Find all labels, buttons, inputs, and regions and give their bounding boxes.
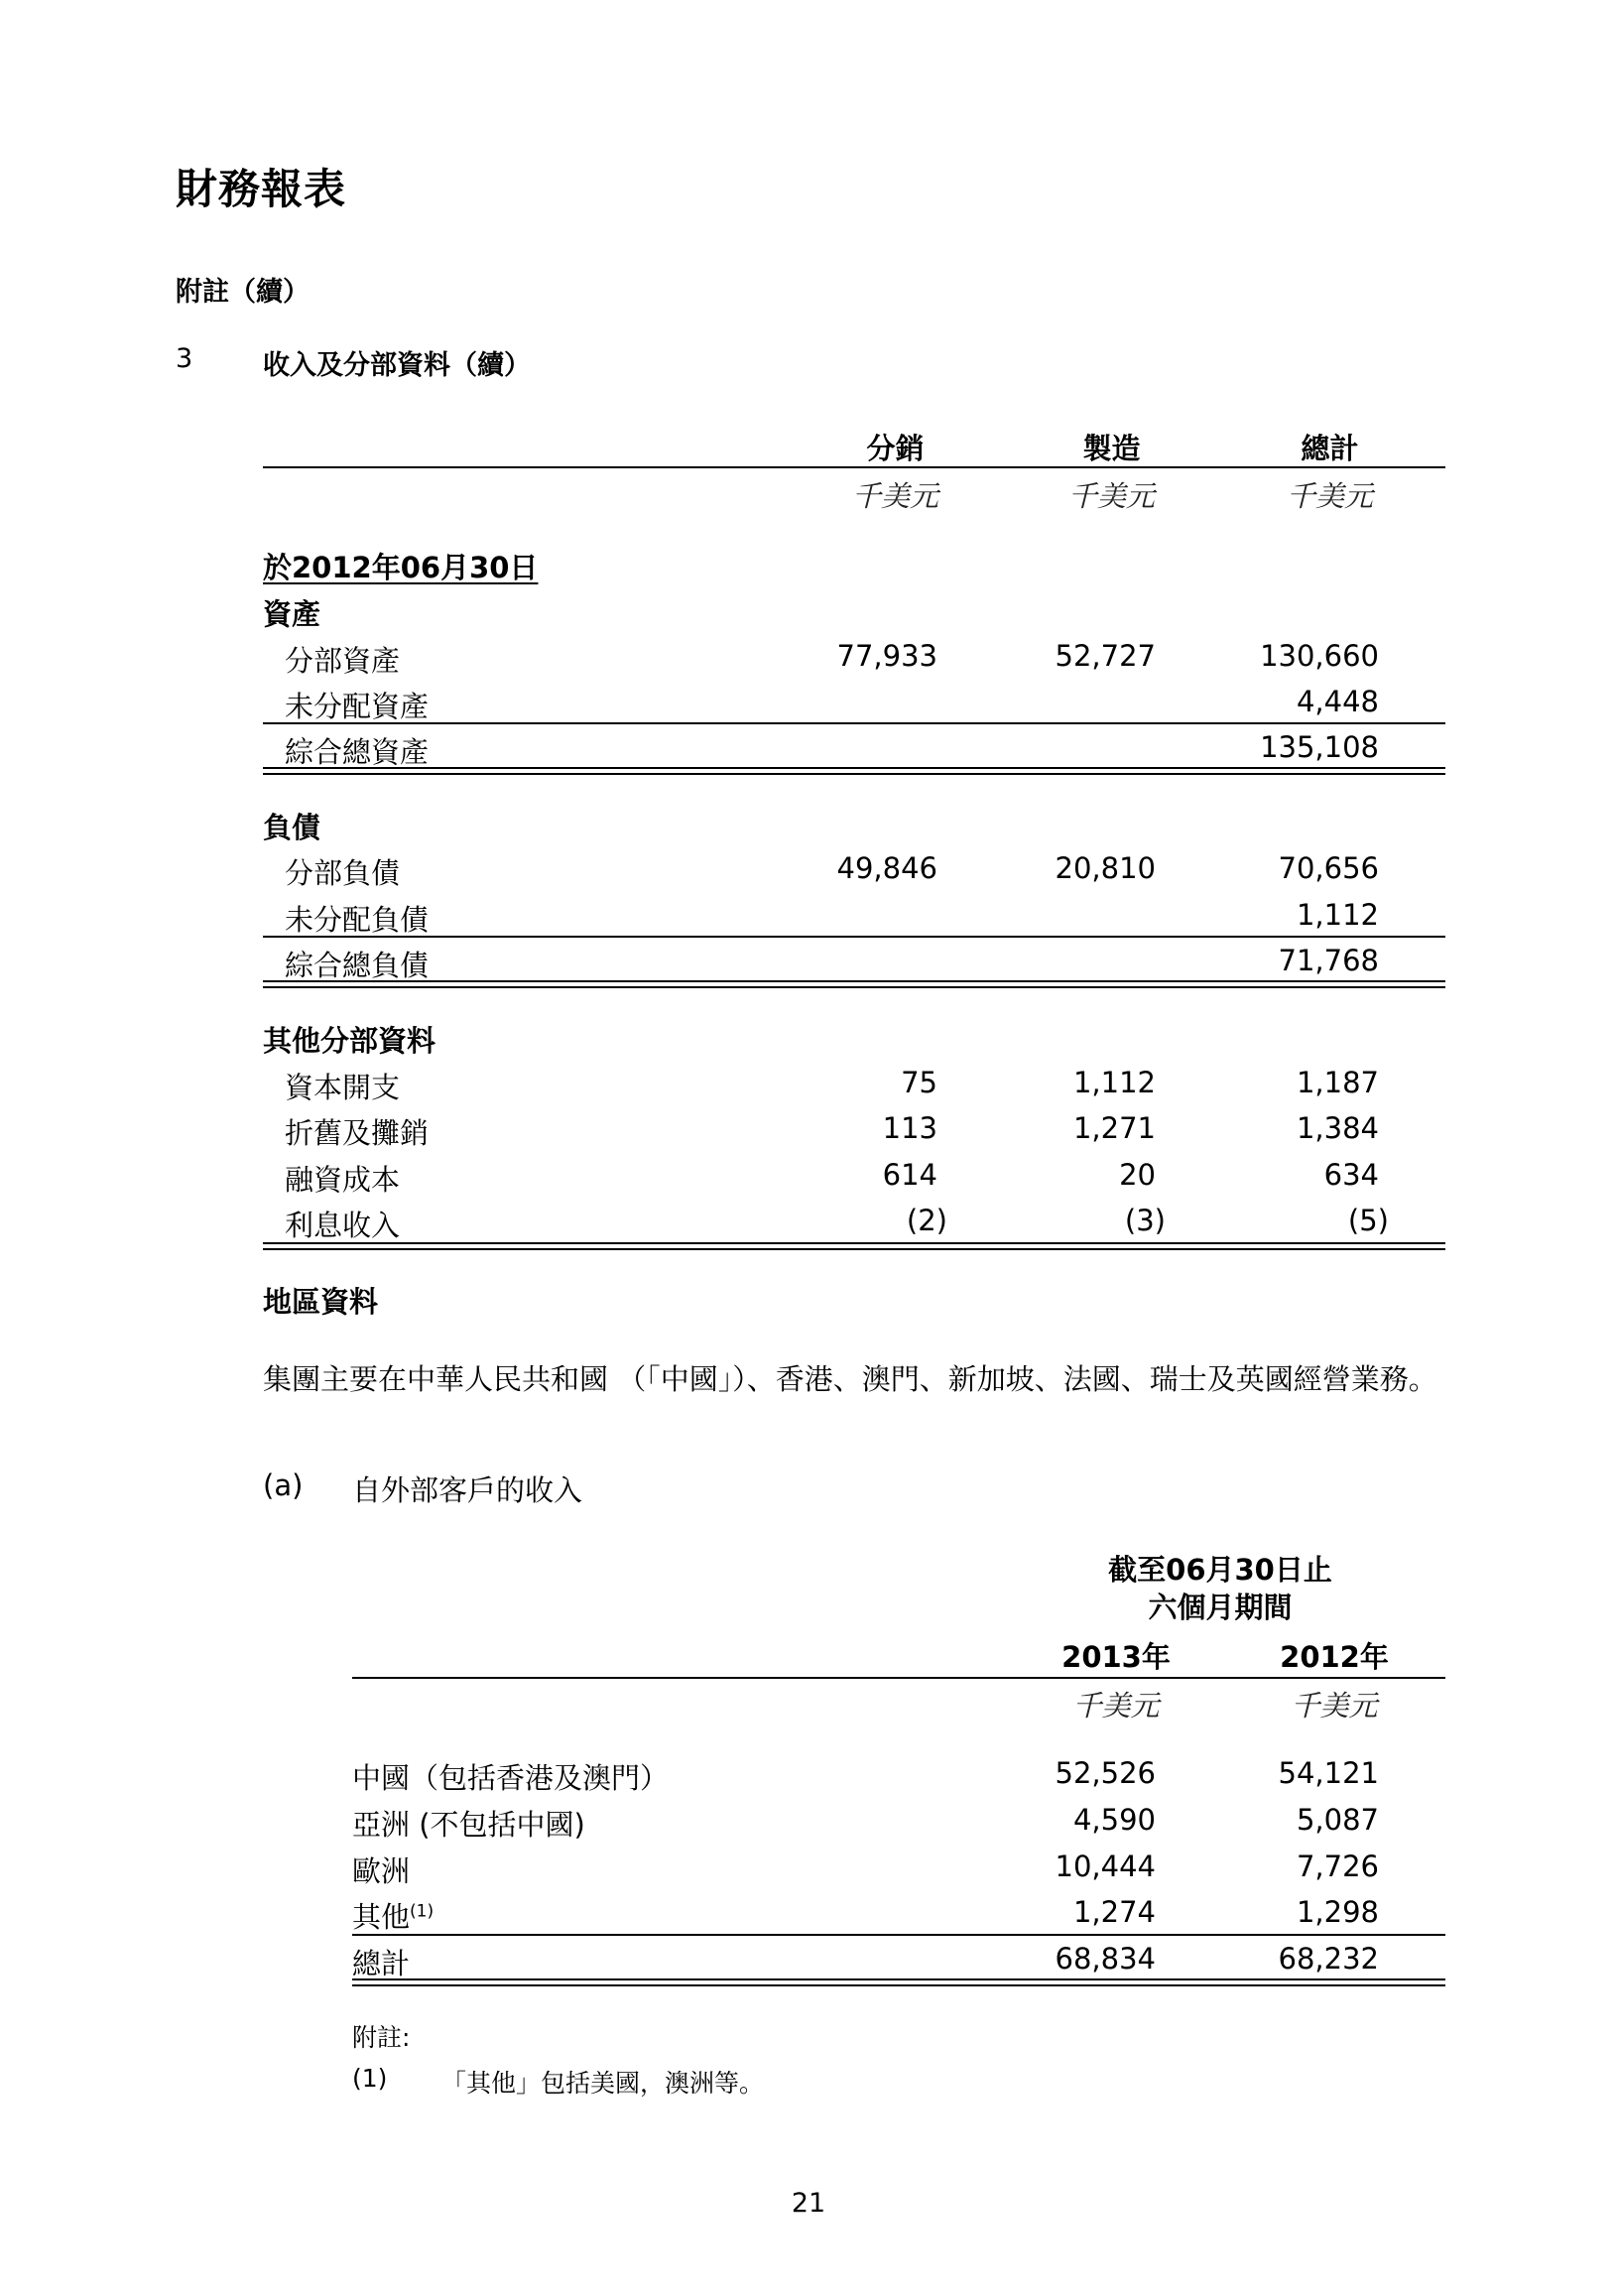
geo-paragraph: 集團主要在中華人民共和國 （「中國」）、香港、澳門、新加坡、法國、瑞士及英國經營業務。 <box>263 1362 1437 1396</box>
year-header-2013: 2013年 <box>1061 1640 1171 1674</box>
period-line-2: 六個月期間 <box>1148 1591 1293 1624</box>
assets-subtotal-rule <box>263 722 1445 724</box>
liabilities-double-rule <box>263 980 1445 988</box>
geo-value-europe-2013: 10,444 <box>1055 1850 1156 1883</box>
value-segment-assets-distribution: 77,933 <box>836 639 937 673</box>
geo-value-other-2013: 1,274 <box>1072 1895 1156 1929</box>
row-label-total-assets: 綜合總資產 <box>285 735 430 769</box>
footnote-heading: 附註: <box>352 2023 411 2052</box>
period-line-1: 截至06月30日止 <box>1108 1553 1332 1587</box>
row-label-unallocated-liabilities: 未分配負債 <box>285 903 430 937</box>
value-depreciation-distribution: 113 <box>882 1111 937 1145</box>
unit-total: 千美元 <box>1286 479 1373 513</box>
year-header-2012: 2012年 <box>1280 1640 1389 1674</box>
geo-value-total-2012: 68,232 <box>1278 1942 1379 1976</box>
geo-value-china-2012: 54,121 <box>1278 1756 1379 1790</box>
assets-double-rule <box>263 767 1445 775</box>
row-label-capex: 資本開支 <box>285 1071 401 1104</box>
geo-value-asia-2012: 5,087 <box>1296 1803 1379 1837</box>
section-number: 3 <box>176 343 193 374</box>
value-segment-assets-total: 130,660 <box>1260 639 1379 673</box>
value-finance-costs-distribution: 614 <box>882 1158 937 1192</box>
value-depreciation-manufacturing: 1,271 <box>1072 1111 1156 1145</box>
row-label-segment-liabilities: 分部負債 <box>285 856 401 890</box>
other-double-rule <box>263 1242 1445 1250</box>
value-interest-income-distribution: (2) <box>906 1204 947 1237</box>
geo-sub-label: (a) <box>263 1468 304 1502</box>
value-interest-income-total: (5) <box>1347 1204 1389 1237</box>
geo-value-asia-2013: 4,590 <box>1072 1803 1156 1837</box>
value-segment-liabilities-manufacturing: 20,810 <box>1055 851 1156 885</box>
assets-heading: 資產 <box>263 597 321 631</box>
header-rule <box>263 466 1445 468</box>
col-header-distribution: 分銷 <box>866 432 925 465</box>
geo-subtotal-rule <box>352 1934 1445 1936</box>
liabilities-heading: 負債 <box>263 811 321 844</box>
value-unallocated-assets-total: 4,448 <box>1296 685 1379 718</box>
geo-unit-2013: 千美元 <box>1072 1689 1160 1722</box>
liabilities-subtotal-rule <box>263 936 1445 938</box>
value-total-liabilities: 71,768 <box>1278 944 1379 977</box>
geo-value-other-2012: 1,298 <box>1296 1895 1379 1929</box>
value-segment-liabilities-distribution: 49,846 <box>836 851 937 885</box>
row-label-total-liabilities: 綜合總負債 <box>285 949 430 982</box>
geo-row-other <box>352 1895 434 1936</box>
value-finance-costs-total: 634 <box>1323 1158 1379 1192</box>
page-number: 21 <box>791 2188 826 2219</box>
geo-row-label-total: 總計 <box>352 1947 411 1980</box>
row-label-finance-costs: 融資成本 <box>285 1163 401 1197</box>
row-label-unallocated-assets: 未分配資產 <box>285 690 430 723</box>
row-label-segment-assets: 分部資產 <box>285 644 401 678</box>
value-interest-income-manufacturing: (3) <box>1124 1204 1166 1237</box>
geo-value-europe-2012: 7,726 <box>1296 1850 1379 1883</box>
unit-manufacturing: 千美元 <box>1067 479 1155 513</box>
col-header-manufacturing: 製造 <box>1082 432 1141 465</box>
other-heading: 其他分部資料 <box>263 1024 436 1058</box>
row-label-depreciation: 折舊及攤銷 <box>285 1116 430 1150</box>
value-segment-assets-manufacturing: 52,727 <box>1055 639 1156 673</box>
value-finance-costs-manufacturing: 20 <box>1119 1158 1156 1192</box>
geo-row-label-china: 中國（包括香港及澳門） <box>352 1761 670 1795</box>
value-total-assets: 135,108 <box>1260 730 1379 764</box>
value-unallocated-liabilities-total: 1,112 <box>1296 898 1379 932</box>
value-depreciation-total: 1,384 <box>1296 1111 1379 1145</box>
value-capex-total: 1,187 <box>1296 1066 1379 1099</box>
unit-distribution: 千美元 <box>851 479 938 513</box>
geo-value-china-2013: 52,526 <box>1055 1756 1156 1790</box>
footnote-number: (1) <box>352 2064 388 2093</box>
value-capex-distribution: 75 <box>901 1066 937 1099</box>
footnote-text: 「其他」包括美國，澳洲等。 <box>441 2069 765 2098</box>
value-capex-manufacturing: 1,112 <box>1072 1066 1156 1099</box>
geo-row-label-other: 其他 <box>352 1900 411 1934</box>
geo-double-rule <box>352 1978 1445 1986</box>
row-label-interest-income: 利息收入 <box>285 1209 401 1242</box>
geo-heading: 地區資料 <box>263 1285 379 1319</box>
geo-sub-title: 自外部客戶的收入 <box>352 1473 583 1507</box>
section-title: 收入及分部資料（續） <box>263 350 531 381</box>
date-label: 於2012年06月30日 <box>263 551 539 584</box>
value-segment-liabilities-total: 70,656 <box>1278 851 1379 885</box>
notes-heading: 附註（續） <box>176 277 310 308</box>
geo-header-rule <box>352 1677 1445 1679</box>
geo-row-label-asia: 亞洲 (不包括中國) <box>352 1808 585 1842</box>
geo-row-label-europe: 歐洲 <box>352 1854 411 1888</box>
page-title: 財務報表 <box>176 165 347 213</box>
footnote-ref: (1) <box>410 1901 435 1922</box>
geo-unit-2012: 千美元 <box>1291 1689 1378 1722</box>
col-header-total: 總計 <box>1301 432 1359 465</box>
geo-value-total-2013: 68,834 <box>1055 1942 1156 1976</box>
